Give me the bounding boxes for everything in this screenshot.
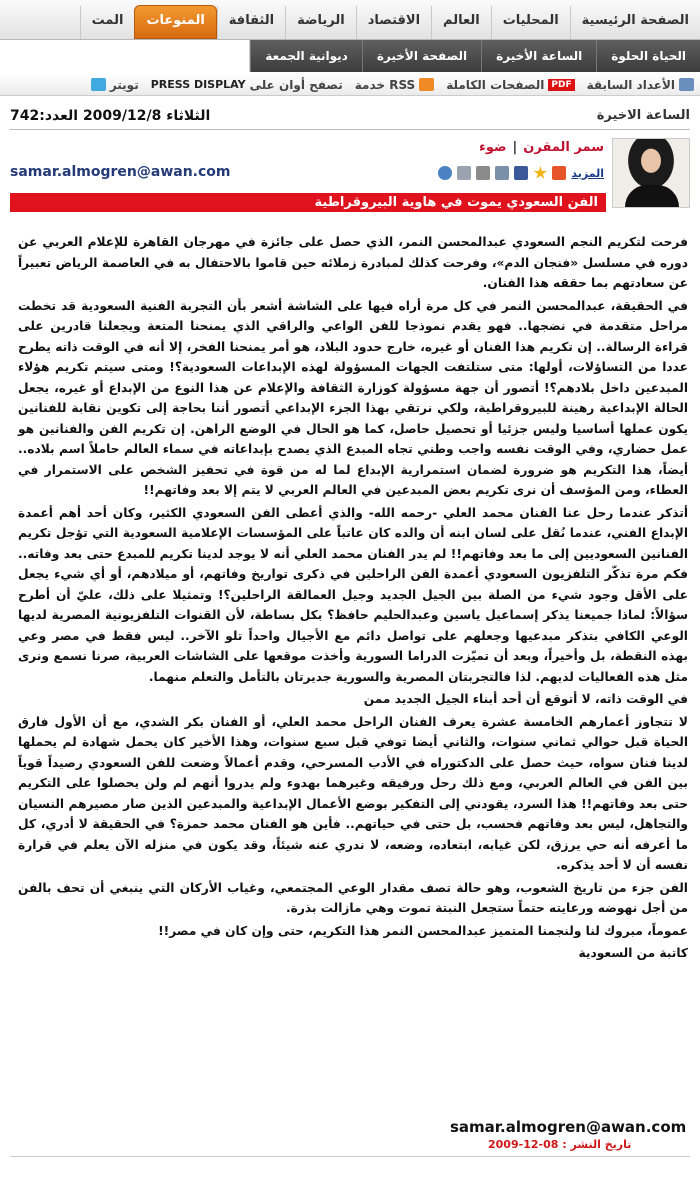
twitter-link[interactable] <box>81 78 145 92</box>
paragraph: كاتبة من السعودية <box>578 946 688 960</box>
twitter-label: تويتر <box>109 77 139 92</box>
toolbar <box>0 74 700 96</box>
tab-home[interactable]: الصفحة الرئيسية <box>570 6 700 39</box>
avatar-shoulders <box>625 185 679 207</box>
author-email-bottom[interactable]: samar.almogren@awan.com <box>450 1118 687 1136</box>
tab-world[interactable]: العالم <box>431 6 491 39</box>
subtab-friday[interactable]: ديوانية الجمعة <box>250 40 362 72</box>
issue-info: الثلاثاء 2009/12/8 العدد:742 <box>10 108 211 124</box>
paragraph: الفن جزء من تاريخ الشعوب، وهو حالة تصف مقدار الوعي المجتمعي، وغياب الأركان التي ينبغي أن تحف بالفن من أجل نهوضه ورعايته حتماً ستجعل النبتة تموت وهي مازالت بذرة. <box>18 880 688 915</box>
subtab-sweet-life[interactable]: الحياة الحلوة <box>596 40 700 72</box>
add-icon[interactable] <box>552 166 566 180</box>
tab-culture[interactable]: الثقافة <box>217 6 285 39</box>
article-body <box>18 232 688 966</box>
rss-icon <box>419 78 434 91</box>
tab-economy[interactable]: الاقتصاد <box>356 6 431 39</box>
paragraph: في الوقت ذاته، لا أتوقع أن أحد أبناء الجيل الجديد ممن <box>363 692 688 706</box>
more-link[interactable]: المزيد <box>571 166 604 180</box>
paragraph: فرحت لتكريم النجم السعودي عبدالمحسن النمر، الذي حصل على جائزة في مهرجان القاهرة للإعلام العربي عن دوره في مسلسل «فنجان الدم»، وفرحت كذلك لمبادرة زملائه حين قاموا بالاحتفال به في العاصمة الرياض تعبيراً عن سعادتهم بما حققه هذا الفنان. <box>18 235 688 290</box>
sub-nav <box>0 40 700 72</box>
press-display-link[interactable] <box>145 78 349 92</box>
subtab-last-hour[interactable]: الساعة الأخيرة <box>481 40 596 72</box>
paragraph: لا تتجاوز أعمارهم الخامسة عشرة يعرف الفنان الراحل محمد العلي، أو الفنان بكر الشدي، مع أن الأول فارق الحياة قبل حوالي ثماني سنوات، والثاني أيضا توفي قبل سبع سنوات، وهذا الأخير كان يحمل شهادة لم يحملها لدينا فنان سواه، حيث حصل على الدكتوراه في الأدب المسرحي، وقدم أعمالاً وضعت للفن السعودي رصيداً قوياً بين الفن في العالم العربي، ومع ذلك رحل ورفيقه وغيرهما بهدوء ولم يدروا أنهم لم ولن يحصلوا على التكريم حتى بعد وفاتهم!! هذا السرد، يقودني إلى التفكير بوضع الأعمال الإبداعية والمبدعين الذين صار مصيرهم النسيان والتجاهل، ليس بعد وفاتهم فحسب، بل حتى في حياتهم.. فأين هو الفنان محمد حمزة؟ في الحقيقة لا أدري، كل ما أعرفه أنه حي يرزق، لكن غيابه، ابتعاده، وضعه، لا ندري عنه شيئاً، وقد يكون في منزله الآن يعلم في قرارة نفسه أن لا أحد يذكره. <box>18 714 688 872</box>
bottom-divider <box>10 1156 690 1157</box>
author-email[interactable]: samar.almogren@awan.com <box>10 164 231 180</box>
full-pages-label: الصفحات الكاملة <box>446 77 545 92</box>
archive-icon <box>679 78 694 91</box>
email-icon[interactable] <box>495 166 509 180</box>
share-tools <box>438 166 604 180</box>
author-name[interactable]: سمر المقرن <box>523 140 604 155</box>
archive-link[interactable] <box>581 78 700 92</box>
tab-more[interactable]: المت <box>80 6 135 39</box>
paragraph: أتذكر عندما رحل عنا الفنان محمد العلي -رحمه الله- والذي أعطى الفن السعودي الكثير، وكان أحد أهم أعمدة الإبداع الفني، عندما نُقل على لسان ابنه أن والده كان عاتباً على المؤسسات الإعلامية السعودية التي تؤجل تكريم الفنانين السعوديين إلى ما بعد وفاتهم!! لم يدر الفنان محمد العلي أنه لا يوجد لدينا تكريم للمبدع حتى بعد وفاته.. فكم مرة تذكّر التلفزيون السعودي أعمدة الفن الراحلين في ذكرى تواريخ وفاتهم، أو ميلادهم، أو أي شيء يجعل على الأقل وجود شيء من الصلة بين الجيل الجديد وجيل العمالقة الراحلين؟! وتمثيلا على ذلك، عليّ أن أطرح سؤالاً: لماذا جميعنا يذكر إسماعيل ياسين وعبدالحليم حافظ؟ بكل بساطة، لأن القنوات التلفزيونية المصرية لديها الوعي الكافي بتذكر مبدعيها وجعلهم على تواصل دائم مع الأجيال واحداً تلو الآخر.. ليس فقط في مصر وعي بهذه النقطة، بل وأخيراً، وبعد أن تميّزت الدراما السورية وأخذت موقعها على الشاشات العربية، صرنا نسمع ونرى مثل هذه الفعاليات لديهم. لذا فالتجربتان المصرية والسورية جديرتان بالتأمل والتعلم منهما. <box>18 505 688 684</box>
comment-icon[interactable] <box>438 166 452 180</box>
divider <box>10 129 690 130</box>
star-icon[interactable] <box>533 166 547 180</box>
browse-label: تصفح أوان على <box>249 77 343 92</box>
twitter-icon <box>91 78 106 91</box>
author-line <box>479 140 604 155</box>
tab-sports[interactable]: الرياضة <box>285 6 356 39</box>
tab-local[interactable]: المحليات <box>491 6 570 39</box>
main-nav <box>0 0 700 40</box>
full-pages-link[interactable] <box>440 78 580 92</box>
share-icon[interactable] <box>457 166 471 180</box>
facebook-icon[interactable] <box>514 166 528 180</box>
tab-variety[interactable]: المنوعات <box>134 5 216 39</box>
subtab-last-page[interactable]: الصفحة الأخيرة <box>362 40 481 72</box>
print-icon[interactable] <box>476 166 490 180</box>
nav-spacer <box>0 40 250 72</box>
archive-label: الأعداد السابقة <box>586 77 675 92</box>
rss-link[interactable] <box>349 78 440 92</box>
column-name[interactable]: ضوء <box>479 140 507 155</box>
rss-label: خدمة RSS <box>354 77 416 92</box>
section-name: الساعة الاخيرة <box>596 108 690 123</box>
paragraph: في الحقيقة، عبدالمحسن النمر في كل مرة أراه فيها على الشاشة أشعر بأن التجربة الفنية السعودية قد تخطت مراحل متقدمة في نضجها.. فهو يقدم نموذجا للفن الواعي والراقي الذي يمنحنا المتعة ويجعلنا قادرين على قراءة الرسالة.. إن تكريم هذا الفنان أو غيره، خارج حدود البلاد، هو أمر يمنحنا الفخر، إلا أنه في الوقت ذاته يطرح عددا من التساؤلات، أولها: متى ستلتفت الجهات المسؤولة لهذه الإبداعات السعودية؟! ومتى سيتم تكريم هؤلاء المبدعين داخل بلادهم؟! أتصور أن جهة مسؤولة كوزارة الثقافة والإعلام عن هذا النوع من الإبداع أو غيره، يجعل الحالة الإبداعية رهينة للبيروقراطية، ولكي نرتقي بهذا الجزء الإبداعي أتصور أننا بحاجة إلى تكوين نقابة للفنانين يكون عملها أساسيا وليس جزئيا أو تحصيل حاصل، كما هو الحال في الوضع الراهن. إن تكريم الفن والفنانين هو عمل حضاري، وفي الوقت نفسه واجب وطني تجاه المبدع الذي يصدح بإبداعاته في سماء العالم حاملاً اسم بلاده.. أيضاً، هذا التكريم هو ضرورة لضمان استمرارية الإبداع لما له من قوة في تحفيز الشخص على الاستمرار في العطاء، ومن المؤسف أن نرى تكريم بعض المبدعين في العالم العربي لا يتم إلا بعد وفاتهم!! <box>18 298 688 497</box>
pdf-icon: PDF <box>548 79 574 91</box>
paragraph: عموماً، مبروك لنا ولنجمنا المتميز عبدالمحسن النمر هذا التكريم، حتى وإن كان في مصر!! <box>158 923 688 938</box>
author-separator: | <box>512 140 518 155</box>
author-avatar <box>612 138 690 208</box>
press-display-logo: PRESS DISPLAY <box>150 78 246 91</box>
article-title: الفن السعودي يموت في هاوية البيروقراطية <box>10 193 606 212</box>
publish-date: تاريخ النشر : 08-12-2009 <box>488 1138 632 1151</box>
